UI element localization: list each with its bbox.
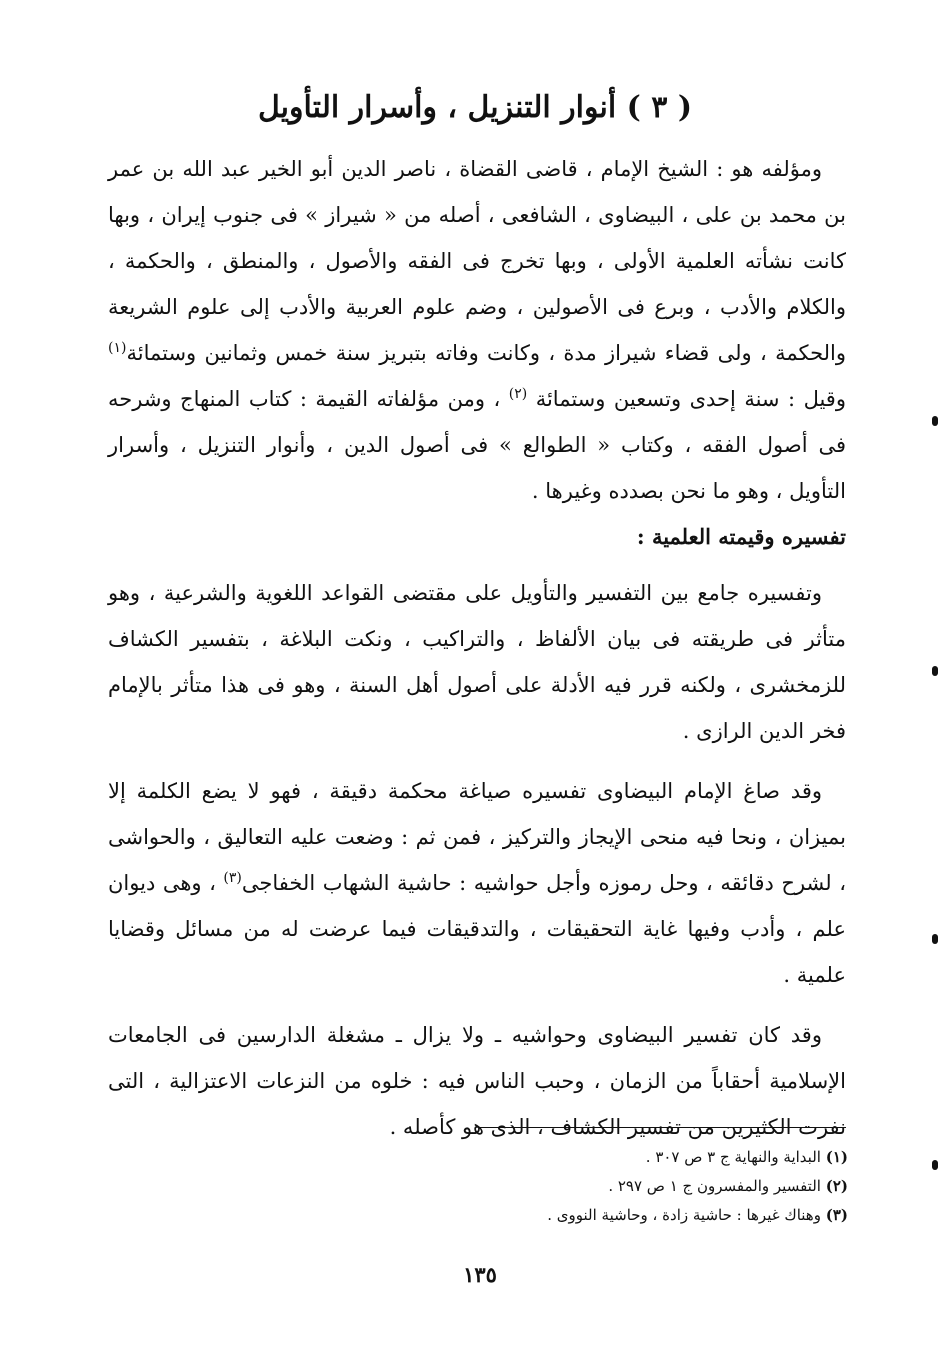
margin-mark <box>932 1160 938 1170</box>
footnote-number: (٢) <box>825 1177 848 1195</box>
paragraph-text: ، ومن مؤلفاته القيمة : كتاب المنهاج وشرحه فى أصول الفقه ، وكتاب « الطوالع » فى أصول الدين ، وأنوار التنزيل ، وأسرار التأويل ، وهو ما نحن بصدده وغيرها . <box>108 387 846 503</box>
paragraph-text: وقد صاغ الإمام البيضاوى تفسيره صياغة محكمة دقيقة ، فهو لا يضع الكلمة إلا بميزان ، ونحا فيه منحى الإيجاز والتركيز ، فمن ثم : وضعت عليه التعاليق ، والحواشى ، لشرح دقائقه ، وحل رموزه وأجل حواشيه : حاشية الشهاب الخفاجى <box>108 779 846 895</box>
footnote-item <box>300 1172 848 1201</box>
footnote-number: (١) <box>825 1148 848 1166</box>
footnote-number: (٣) <box>825 1206 848 1224</box>
paragraph-author-bio <box>108 146 846 514</box>
footnote-text: وهناك غيرها : حاشية زادة ، وحاشية النووى . <box>547 1206 826 1224</box>
paragraph-text: ومؤلفه هو : الشيخ الإمام ، قاضى القضاة ، ناصر الدين أبو الخير عبد الله بن عمر بن محمد بن على ، البيضاوى ، الشافعى ، أصله من « شيراز » فى جنوب إيران ، وبها كانت نشأته العلمية الأولى ، وبها تخرج فى الفقه والأصول ، والمنطق ، والحكمة ، والكلام والأدب ، وبرع فى الأصولين ، وضم علوم العربية والأدب إلى علوم الشريعة والحكمة ، ولى قضاء شيراز مدة ، وكانت وفاته بتبريز سنة خمس وثمانين وستمائة <box>108 157 846 365</box>
paragraph-tafsir-style <box>108 768 846 998</box>
margin-mark <box>932 416 938 426</box>
margin-mark <box>932 934 938 944</box>
footnotes <box>300 1143 848 1230</box>
footnote-item <box>300 1201 848 1230</box>
footnote-text: التفسير والمفسرون ج ١ ص ٢٩٧ . <box>608 1177 826 1195</box>
page-number: ١٣٥ <box>463 1262 497 1287</box>
page-title: ( ٣ ) أنوار التنزيل ، وأسرار التأويل <box>257 90 693 125</box>
paragraph-tafsir-legacy: وقد كان تفسير البيضاوى وحواشيه ـ ولا يزال ـ مشغلة الدارسين فى الجامعات الإسلامية أحقاباً من الزمان ، وحبب الناس فيه : خلوه من النزعات الاعتزالية ، التى نفرت الكثيرين من تفسير الكشاف ، الذى هو كأصله . <box>108 1023 846 1139</box>
footnote-reference-1[interactable]: (١) <box>108 340 127 356</box>
footnote-item <box>300 1143 848 1172</box>
section-heading: تفسيره وقيمته العلمية : <box>636 524 846 549</box>
footnote-reference-2[interactable]: (٢) <box>508 386 528 402</box>
margin-mark <box>932 666 938 676</box>
paragraph-tafsir-method: وتفسيره جامع بين التفسير والتأويل على مقتضى القواعد اللغوية والشرعية ، وهو متأثر فى طريقته فى بيان الألفاظ ، والتراكيب ، ونكت البلاغة ، بتفسير الكشاف للزمخشرى ، ولكنه قرر فيه الأدلة على أصول أهل السنة ، وهو فى هذا متأثر بالإمام فخر الدين الرازى . <box>108 581 846 743</box>
footnote-text: البداية والنهاية ج ٣ ص ٣٠٧ . <box>645 1148 826 1166</box>
footnote-reference-3[interactable]: (٣) <box>223 870 242 886</box>
body-text <box>108 146 846 1150</box>
paragraph-text: وقيل : سنة إحدى وتسعين وستمائة <box>527 387 846 411</box>
paragraph-text: ، وهى ديوان علم ، وأدب وفيها غاية التحقيقات ، والتدقيقات فيما عرضت له من مسائل وقضايا علمية . <box>108 871 846 987</box>
footnote-separator <box>478 1127 846 1128</box>
